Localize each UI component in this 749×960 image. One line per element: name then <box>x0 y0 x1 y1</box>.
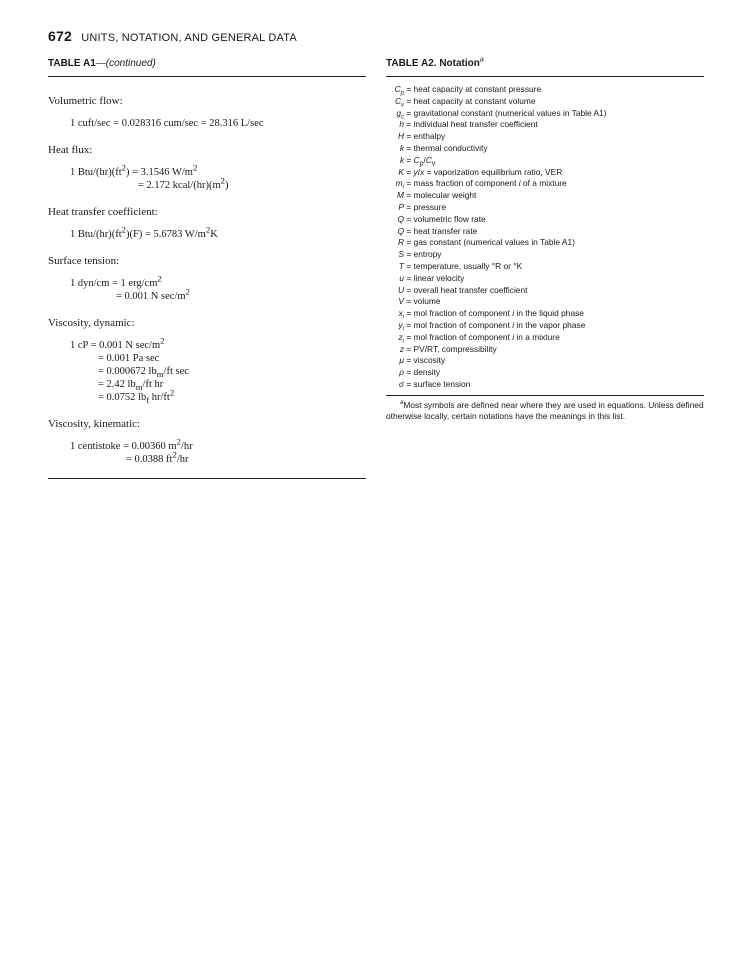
notation-entry <box>386 202 704 214</box>
section-heading: Heat transfer coefficient: <box>48 206 158 218</box>
notation-entry <box>386 108 704 120</box>
notation-symbol: K <box>398 166 404 177</box>
running-head-title: UNITS, NOTATION, AND GENERAL DATA <box>81 32 297 44</box>
notation-entry: $y_i$ = mol fraction of component i in the vapor phase <box>386 320 704 332</box>
equation-line: = 0.0388 $ft^2/hr$ <box>126 449 189 465</box>
table-a2-footnote <box>386 400 704 422</box>
notation-symbol: $z_i$ <box>398 331 404 345</box>
table-a1 <box>48 58 366 479</box>
table-a1-body <box>48 77 366 466</box>
notation-definition: = pressure <box>406 201 447 212</box>
notation-symbol: P <box>398 201 404 212</box>
notation-symbol: M <box>397 190 404 201</box>
section-heat-flux <box>48 144 366 192</box>
notation-symbol: ρ <box>399 367 404 378</box>
notation-entry <box>386 190 704 202</box>
equation-block <box>70 436 366 466</box>
notation-entry <box>386 237 704 249</box>
notation-definition: = enthalpy <box>406 131 446 142</box>
notation-definition: = PV/RT, compressibility <box>406 343 497 354</box>
table-a2-title-mark: a <box>479 56 484 64</box>
notation-entry <box>386 96 704 108</box>
notation-symbol: H <box>397 131 404 142</box>
notation-definition: = thermal conductivity <box>406 142 488 153</box>
notation-entry: $k = C_p/C_v$ <box>386 155 704 167</box>
notation-symbol: k <box>399 154 404 165</box>
equation-line: = 0.0752 $lb_f$ $hr/ft^2$ <box>98 387 175 406</box>
notation-symbol: k <box>399 142 404 153</box>
equation-line: 1 cP = 0.001 N $\sec/m^2$ <box>70 335 165 351</box>
notation-definition: = heat capacity at constant volume <box>406 95 536 106</box>
notation-list <box>386 77 704 395</box>
footnote-mark: a <box>400 399 404 406</box>
section-heading: Viscosity, dynamic: <box>48 317 135 329</box>
equation-block <box>70 162 366 192</box>
section-heat-transfer-coefficient <box>48 206 366 241</box>
notation-entry <box>386 355 704 367</box>
notation-definition: = volumetric flow rate <box>406 213 486 224</box>
notation-symbol: Q <box>397 213 404 224</box>
notation-entry: $m_i$ = mass fraction of component i of a mixture <box>386 178 704 190</box>
section-viscosity-kinematic <box>48 418 366 466</box>
section-viscosity-dynamic <box>48 317 366 404</box>
notation-symbol: S <box>398 249 404 260</box>
equation-block <box>70 117 366 130</box>
notation-symbol: $g_c$ <box>396 107 404 121</box>
table-a1-bottom-rule <box>48 478 366 479</box>
equation-line: = 2.172 kcal/$(hr)(m^2)$ <box>138 175 229 191</box>
notation-entry <box>386 84 704 96</box>
section-volumetric-flow <box>48 95 366 130</box>
notation-definition: = gravitational constant (numerical values in Table A1) <box>406 107 607 118</box>
notation-definition: = volume <box>406 296 441 307</box>
table-a2-bottom-rule <box>386 395 704 396</box>
section-heading: Viscosity, kinematic: <box>48 418 141 430</box>
equation-line: = 0.000672 $lb_m/ft$ sec <box>98 366 189 380</box>
notation-entry <box>386 261 704 273</box>
notation-entry: $z_i$ = mol fraction of component i in a mixture <box>386 332 704 344</box>
notation-entry <box>386 143 704 155</box>
notation-symbol: $x_i$ <box>398 308 404 321</box>
table-a1-title: TABLE A1—(continued) <box>48 58 156 69</box>
equation-line: 1 Btu/$(hr)(ft^2)(F) = 5.6783$ $W/m^2K$ <box>70 224 218 240</box>
notation-entry <box>386 273 704 285</box>
notation-definition: = individual heat transfer coefficient <box>406 119 538 130</box>
notation-symbol: $y_i$ <box>398 319 404 333</box>
notation-entry <box>386 367 704 379</box>
notation-definition: = temperature, usually °R or °K <box>406 260 523 271</box>
notation-symbol: u <box>399 272 404 283</box>
notation-definition: = entropy <box>406 249 442 260</box>
notation-definition: = density <box>406 367 441 378</box>
notation-entry <box>386 285 704 297</box>
notation-symbol: $C_v$ <box>394 95 404 109</box>
equation-block <box>70 224 366 241</box>
notation-entry <box>386 226 704 238</box>
notation-entry <box>386 214 704 226</box>
section-heading: Surface tension: <box>48 255 120 267</box>
notation-symbol: σ <box>398 378 404 389</box>
notation-symbol: U <box>397 284 404 295</box>
notation-symbol: z <box>399 343 404 354</box>
equation-block <box>70 335 366 406</box>
page-number: 672 <box>48 28 72 44</box>
table-a2-title: TABLE A2. Notation$^a$ <box>386 56 484 69</box>
notation-entry <box>386 119 704 131</box>
notation-entry <box>386 379 704 391</box>
section-heading: Volumetric flow: <box>48 95 123 107</box>
notation-definition: = linear velocity <box>406 272 465 283</box>
equation-line: = 0.001 N $\sec/m^2$ <box>116 286 190 302</box>
running-head <box>48 28 297 44</box>
notation-definition: = overall heat transfer coefficient <box>406 284 528 295</box>
notation-symbol: $C_p$ <box>394 84 404 97</box>
footnote-text: Most symbols are defined near where they are used in equations. Unless defined otherwise locally, certain notations have the meanings in this list. <box>386 399 704 421</box>
notation-entry <box>386 296 704 308</box>
notation-definition: = gas constant (numerical values in Table A1) <box>406 237 575 248</box>
equation-line: = 2.42 $lb_m/ft$ hr <box>98 379 164 393</box>
section-heading: Heat flux: <box>48 144 93 156</box>
notation-definition: = heat capacity at constant pressure <box>406 84 542 94</box>
equation-line: 1 cuft/sec = 0.028316 cum/sec = 28.316 L/sec <box>70 118 264 129</box>
notation-entry: K = y/x = vaporization equilibrium ratio, VER <box>386 167 704 179</box>
notation-definition: = surface tension <box>406 378 471 389</box>
notation-symbol: Q <box>397 225 404 236</box>
notation-symbol: R <box>397 237 404 248</box>
notation-symbol: $m_i$ <box>395 178 404 192</box>
notation-definition: = heat transfer rate <box>406 225 478 236</box>
notation-symbol: V <box>398 296 404 307</box>
notation-entry: $x_i$ = mol fraction of component i in the liquid phase <box>386 308 704 320</box>
equation-line: 1 centistoke = 0.00360 $m^2/hr$ <box>70 436 193 452</box>
notation-entry <box>386 131 704 143</box>
equation-line: 1 Btu/$(hr)(ft^2) = 3.1546$ $W/m^2$ <box>70 162 198 178</box>
notation-symbol: h <box>399 119 404 130</box>
table-a2 <box>386 58 704 421</box>
equation-block <box>70 273 366 303</box>
section-surface-tension <box>48 255 366 303</box>
notation-entry <box>386 249 704 261</box>
notation-definition: = molecular weight <box>406 190 477 201</box>
table-a1-suffix: —(continued) <box>95 58 156 69</box>
equation-line: = 0.001 Pa sec <box>98 353 160 364</box>
notation-definition: = viscosity <box>406 355 446 366</box>
notation-symbol: T <box>398 260 404 271</box>
notation-entry <box>386 344 704 356</box>
equation-line: 1 dyn/cm = 1 erg/$cm^2$ <box>70 273 162 289</box>
notation-symbol: μ <box>399 355 404 366</box>
